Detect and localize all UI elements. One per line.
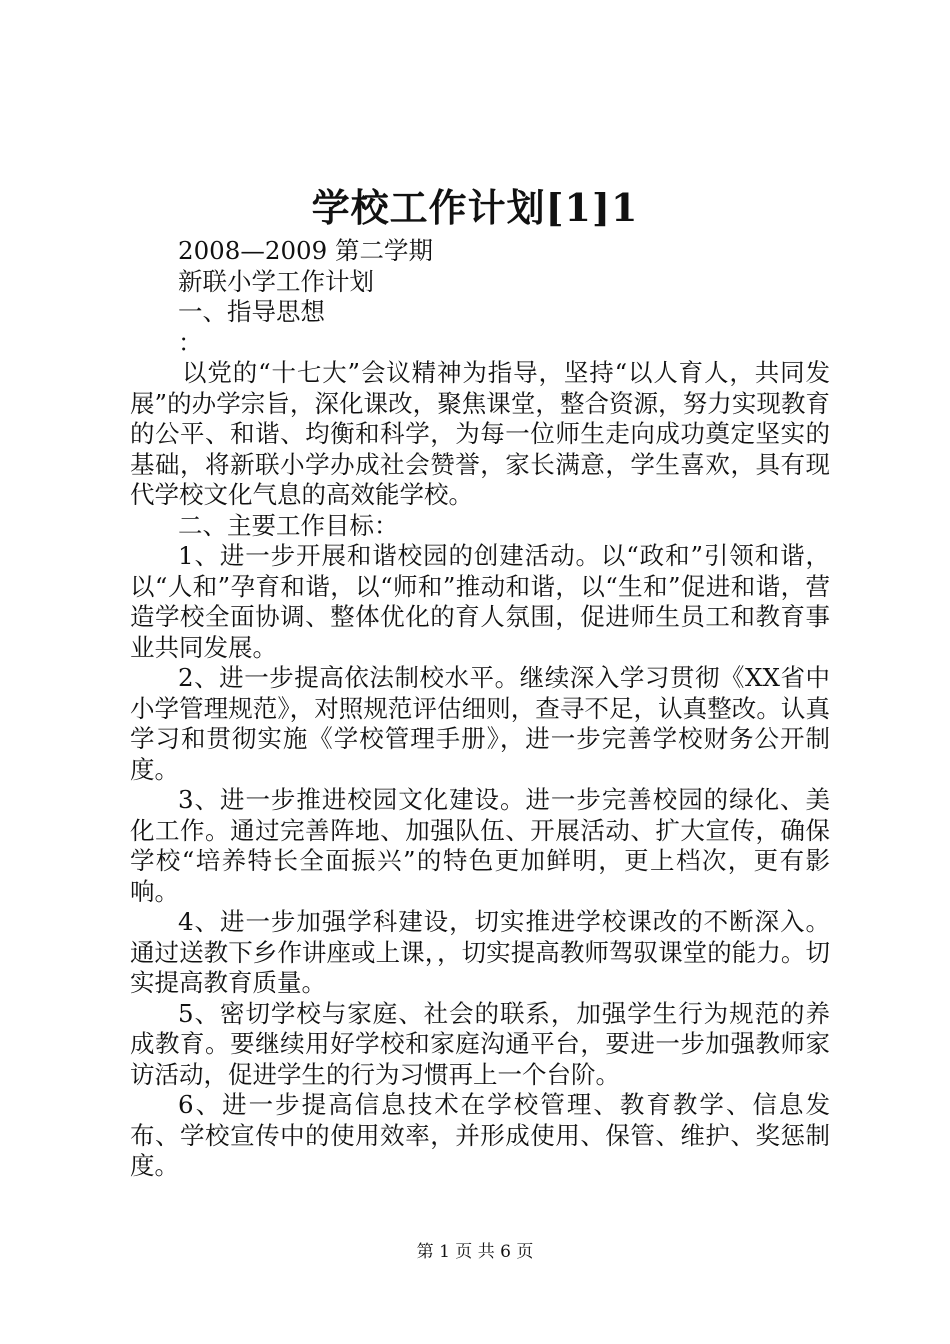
goal-paragraph-1: 1、进一步开展和谐校园的创建活动。以“政和”引领和谐，以“人和”孕育和谐，以“师和”推动和谐，以“生和”促进和谐，营造学校全面协调、整体优化的育人氛围，促进师生员工和教育事业共同发展。 — [130, 541, 830, 662]
goal-paragraph-4: 4、进一步加强学科建设，切实推进学校课改的不断深入。通过送教下乡作讲座或上课，，切实提高教师驾驭课堂的能力。切实提高教育质量。 — [130, 907, 830, 997]
section1-paragraph: 以党的“十七大”会议精神为指导，坚持“以人育人，共同发展”的办学宗旨，深化课改，聚焦课堂，整合资源，努力实现教育的公平、和谐、均衡和科学，为每一位师生走向成功奠定坚实的基础，将新联小学办成社会赞誉，家长满意，学生喜欢，具有现代学校文化气息的高效能学校。 — [130, 358, 830, 509]
term-line: 2008—2009 第二学期 — [178, 236, 433, 265]
document-title: 学校工作计划[1]1 — [311, 185, 639, 230]
plan-name-line: 新联小学工作计划 — [178, 266, 374, 296]
section1-heading: 一、指导思想 — [178, 297, 325, 326]
section2-heading: 二、主要工作目标： — [178, 510, 399, 540]
page-footer: 第 1 页 共 6 页 — [416, 1242, 534, 1262]
section1-colon: ： — [178, 327, 203, 357]
document-body — [130, 236, 830, 1182]
goal-paragraph-2: 2、进一步提高依法制校水平。继续深入学习贯彻《XX省中小学管理规范》，对照规范评估细则，查寻不足，认真整改。认真学习和贯彻实施《学校管理手册》，进一步完善学校财务公开制度。 — [130, 663, 830, 784]
goal-paragraph-3: 3、进一步推进校园文化建设。进一步完善校园的绿化、美化工作。通过完善阵地、加强队伍、开展活动、扩大宣传，确保学校“培养特长全面振兴”的特色更加鲜明，更上档次，更有影响。 — [130, 785, 830, 906]
goal-paragraph-5: 5、密切学校与家庭、社会的联系，加强学生行为规范的养成教育。要继续用好学校和家庭沟通平台，要进一步加强教师家访活动，促进学生的行为习惯再上一个台阶。 — [130, 998, 830, 1089]
goal-paragraph-6: 6、进一步提高信息技术在学校管理、教育教学、信息发布、学校宣传中的使用效率，并形成使用、保管、维护、奖惩制度。 — [130, 1090, 830, 1180]
